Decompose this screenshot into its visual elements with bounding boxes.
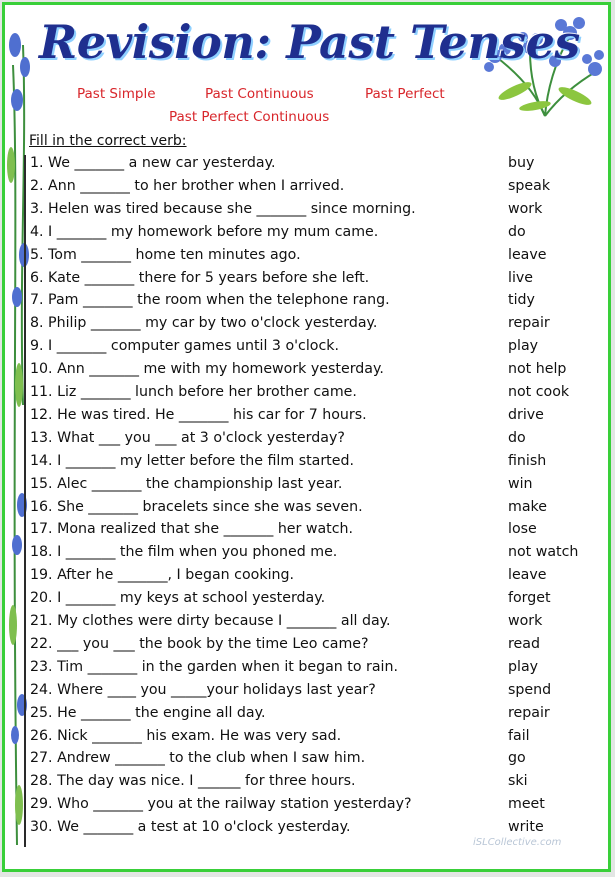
exercise-sentence: 2. Ann _______ to her brother when I arrived. — [30, 177, 345, 194]
exercise-verb: repair — [508, 315, 550, 332]
exercise-verb: read — [508, 635, 540, 652]
exercise-sentence: 3. Helen was tired because she _______ since morning. — [30, 200, 416, 217]
exercise-verb: write — [508, 819, 544, 836]
exercise-item — [30, 384, 590, 407]
tense-past-simple: Past Simple — [77, 86, 156, 102]
exercise-sentence: 20. I _______ my keys at school yesterday. — [30, 590, 326, 607]
exercise-item — [30, 247, 590, 270]
exercise-verb: tidy — [508, 292, 535, 309]
margin-line — [24, 155, 26, 847]
exercise-item — [30, 590, 590, 613]
exercise-item — [30, 613, 590, 636]
exercise-item — [30, 453, 590, 476]
exercise-item — [30, 201, 590, 224]
exercise-verb: drive — [508, 406, 544, 423]
exercise-verb: spend — [508, 681, 552, 698]
exercise-verb: play — [508, 658, 539, 675]
exercise-sentence: 24. Where ____ you _____your holidays last year? — [30, 681, 376, 698]
exercise-sentence: 1. We _______ a new car yesterday. — [30, 155, 276, 171]
exercise-item — [30, 499, 590, 522]
exercise-verb: finish — [508, 452, 547, 469]
exercise-sentence: 19. After he _______, I began cooking. — [30, 567, 295, 584]
exercise-verb: win — [508, 475, 533, 492]
exercise-verb: work — [508, 200, 543, 217]
exercise-sentence: 13. What ___ you ___ at 3 o'clock yesterday? — [30, 429, 345, 446]
exercise-sentence: 23. Tim _______ in the garden when it began to rain. — [30, 658, 398, 675]
exercise-item — [30, 659, 590, 682]
exercise-sentence: 6. Kate _______ there for 5 years before she left. — [30, 269, 370, 286]
exercise-verb: lose — [508, 521, 537, 538]
exercise-verb: fail — [508, 727, 530, 744]
exercise-verb: live — [508, 269, 534, 286]
exercise-item — [30, 430, 590, 453]
exercise-item — [30, 292, 590, 315]
exercise-sentence: 10. Ann _______ me with my homework yesterday. — [30, 361, 384, 378]
exercise-verb: play — [508, 338, 539, 355]
exercise-verb: work — [508, 613, 543, 629]
tense-past-perfect-continuous: Past Perfect Continuous — [169, 109, 330, 125]
exercise-item — [30, 773, 590, 796]
exercise-sentence: 5. Tom _______ home ten minutes ago. — [30, 246, 301, 263]
exercise-verb: meet — [508, 796, 545, 813]
exercise-item — [30, 750, 590, 773]
exercise-item — [30, 567, 590, 590]
exercise-item — [30, 728, 590, 751]
exercise-item — [30, 636, 590, 659]
exercise-verb: leave — [508, 567, 547, 584]
exercise-item — [30, 338, 590, 361]
exercise-verb: leave — [508, 246, 547, 263]
exercise-sentence: 26. Nick _______ his exam. He was very sad. — [30, 727, 342, 744]
exercise-item — [30, 178, 590, 201]
exercise-sentence: 4. I _______ my homework before my mum came. — [30, 223, 379, 240]
exercise-verb: not help — [508, 361, 567, 378]
exercise-item — [30, 476, 590, 499]
worksheet-page — [2, 2, 611, 872]
exercise-sentence: 29. Who _______ you at the railway station yesterday? — [30, 796, 412, 813]
exercise-verb: go — [508, 750, 526, 767]
exercise-sentence: 30. We _______ a test at 10 o'clock yesterday. — [30, 819, 351, 836]
exercise-item — [30, 407, 590, 430]
exercise-sentence: 18. I _______ the film when you phoned me. — [30, 544, 338, 561]
exercise-item — [30, 796, 590, 819]
exercise-verb: forget — [508, 590, 551, 607]
tense-past-continuous: Past Continuous — [205, 86, 314, 102]
tense-past-perfect: Past Perfect — [365, 86, 445, 102]
exercise-item — [30, 544, 590, 567]
exercise-verb: buy — [508, 155, 535, 171]
exercise-verb: make — [508, 498, 547, 515]
exercise-verb: do — [508, 429, 526, 446]
exercise-item — [30, 705, 590, 728]
exercise-item — [30, 682, 590, 705]
exercise-verb: ski — [508, 773, 528, 790]
exercise-verb: not cook — [508, 384, 570, 400]
exercise-sentence: 16. She _______ bracelets since she was seven. — [30, 498, 363, 515]
exercise-sentence: 15. Alec _______ the championship last year. — [30, 475, 343, 492]
exercise-item — [30, 521, 590, 544]
exercise-item — [30, 315, 590, 338]
exercise-item — [30, 270, 590, 293]
exercise-item — [30, 155, 590, 178]
exercise-sentence: 12. He was tired. He _______ his car for 7 hours. — [30, 406, 367, 423]
exercise-sentence: 28. The day was nice. I ______ for three hours. — [30, 773, 356, 790]
instruction: Fill in the correct verb: — [29, 133, 187, 149]
exercise-sentence: 7. Pam _______ the room when the telephone rang. — [30, 292, 390, 309]
watermark: iSLCollective.com — [473, 837, 562, 848]
exercise-verb: do — [508, 223, 526, 240]
exercise-verb: speak — [508, 177, 551, 194]
exercise-sentence: 25. He _______ the engine all day. — [30, 704, 266, 721]
exercise-item — [30, 361, 590, 384]
exercise-verb: repair — [508, 704, 550, 721]
exercise-item — [30, 224, 590, 247]
exercise-sentence: 8. Philip _______ my car by two o'clock yesterday. — [30, 315, 378, 332]
worksheet-title: Revision: Past Tenses — [39, 15, 580, 69]
exercise-sentence: 9. I _______ computer games until 3 o'clock. — [30, 338, 339, 355]
exercise-sentence: 11. Liz _______ lunch before her brother came. — [30, 384, 357, 400]
exercise-sentence: 21. My clothes were dirty because I _______ all day. — [30, 613, 391, 629]
exercise-sentence: 14. I _______ my letter before the film started. — [30, 452, 354, 469]
exercise-sentence: 22. ___ you ___ the book by the time Leo came? — [30, 635, 369, 652]
exercise-sentence: 17. Mona realized that she _______ her watch. — [30, 521, 354, 538]
exercise-sentence: 27. Andrew _______ to the club when I saw him. — [30, 750, 366, 767]
exercise-verb: not watch — [508, 544, 579, 561]
